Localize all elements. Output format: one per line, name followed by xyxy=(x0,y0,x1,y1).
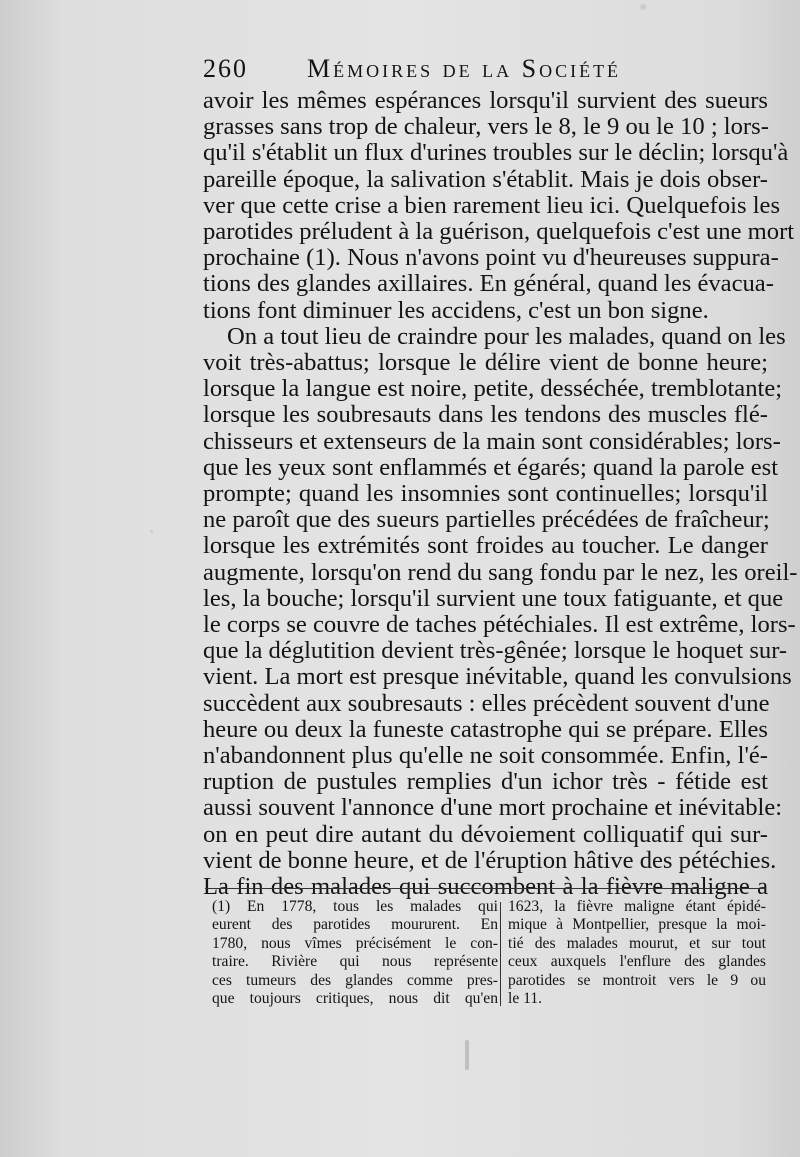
text-line: voit très-abattus; lorsque le délire vient de bonne heure; xyxy=(203,349,768,377)
text-line: le corps se couvre de taches pétéchiales. Il est extrême, lors- xyxy=(203,611,796,639)
text-line: succèdent aux soubresauts : elles précèdent souvent d'une xyxy=(203,689,770,717)
footnote-line: parotides se montroit vers le 9 ou xyxy=(508,971,766,989)
paper-speck xyxy=(150,530,153,533)
text-line: lorsque les extrémités sont froides au toucher. Le danger xyxy=(203,532,768,560)
text-line: prochaine (1). Nous n'avons point vu d'heureuses suppura- xyxy=(203,244,779,272)
footnote-line: mique à Montpellier, presque la moi- xyxy=(508,916,766,934)
text-line: lorsque la langue est noire, petite, desséchée, tremblotante; xyxy=(203,375,783,403)
footnote-line: eurent des parotides moururent. En xyxy=(212,916,498,934)
text-line: pareille époque, la salivation s'établit. Mais je dois obser- xyxy=(203,165,768,193)
running-title: Mémoires de la Société xyxy=(307,54,622,83)
text-line: La fin des malades qui succombent à la fièvre maligne a xyxy=(203,873,768,901)
footnote-line: le 11. xyxy=(508,990,543,1008)
body-text xyxy=(203,87,798,901)
paragraph-end-line: tions font diminuer les accidens, c'est un bon signe. xyxy=(203,296,709,324)
text-line: heure ou deux la funeste catastrophe qui se prépare. Elles xyxy=(203,715,768,743)
text-line: avoir les mêmes espérances lorsqu'il survient des sueurs xyxy=(203,87,768,114)
text-line: prompte; quand les insomnies sont continuelles; lorsqu'il xyxy=(203,480,768,508)
text-line: vient. La mort est presque inévitable, quand les convulsions xyxy=(203,663,792,691)
footnote xyxy=(212,898,768,1028)
footnote-line: ces tumeurs des glandes comme pres- xyxy=(212,971,498,989)
text-line: parotides préludent à la guérison, quelquefois c'est une mort xyxy=(203,218,795,246)
text-line: les, la bouche; lorsqu'il survient une toux fatiguante, et que xyxy=(203,584,784,612)
text-line: lorsque les soubresauts dans les tendons des muscles flé- xyxy=(203,401,768,429)
text-line: grasses sans trop de chaleur, vers le 8, le 9 ou le 10 ; lors- xyxy=(203,113,769,141)
text-line: aussi souvent l'annonce d'une mort prochaine et inévitable: xyxy=(203,794,783,822)
footnote-line: (1) En 1778, tous les malades qui xyxy=(212,898,498,915)
text-line: qu'il s'établit un flux d'urines troubles sur le déclin; lorsqu'à xyxy=(203,139,789,167)
text-line: que la déglutition devient très-gênée; lorsque le hoquet sur- xyxy=(203,637,788,665)
text-line: vient de bonne heure, et de l'éruption hâtive des pétéchies. xyxy=(203,846,777,874)
text-line: chisseurs et extenseurs de la main sont considérables; lors- xyxy=(203,427,781,455)
footnote-line: traire. Rivière qui nous représente xyxy=(212,953,498,971)
text-line: que les yeux sont enflammés et égarés; quand la parole est xyxy=(203,453,779,481)
text-line: ruption de pustules remplies d'un ichor très - fétide est xyxy=(203,768,768,796)
text-line: n'abandonnent plus qu'elle ne soit consommée. Enfin, l'é- xyxy=(203,742,768,770)
footnote-line: 1780, nous vîmes précisément le con- xyxy=(212,934,498,952)
footnote-line: tié des malades mourut, et sur tout xyxy=(508,934,766,952)
footnote-left-column xyxy=(212,898,498,1008)
text-line: on en peut dire autant du dévoiement colliquatif qui sur- xyxy=(203,820,768,848)
footnote-line: que toujours critiques, nous dit qu'en xyxy=(212,990,498,1008)
footnote-rule xyxy=(205,888,765,889)
text-line: tions des glandes axillaires. En général, quand les évacua- xyxy=(203,270,774,298)
footnote-line: ceux auxquels l'enflure des glandes xyxy=(508,953,766,971)
text-line: ne paroît que des sueurs partielles précédées de fraîcheur; xyxy=(203,506,770,534)
text-line: augmente, lorsqu'on rend du sang fondu par le nez, les oreil- xyxy=(203,558,798,586)
paragraph-start-line: On a tout lieu de craindre pour les malades, quand on les xyxy=(227,322,786,350)
footnote-line: 1623, la fièvre maligne étant épidé- xyxy=(508,898,766,915)
page-number: 260 xyxy=(203,54,248,83)
footnote-column-divider xyxy=(500,902,501,1006)
text-line: ver que cette crise a bien rarement lieu ici. Quelquefois les xyxy=(203,191,781,219)
paper-speck xyxy=(640,4,646,10)
footnote-right-column xyxy=(508,898,766,1008)
paper-speck xyxy=(465,1040,469,1070)
